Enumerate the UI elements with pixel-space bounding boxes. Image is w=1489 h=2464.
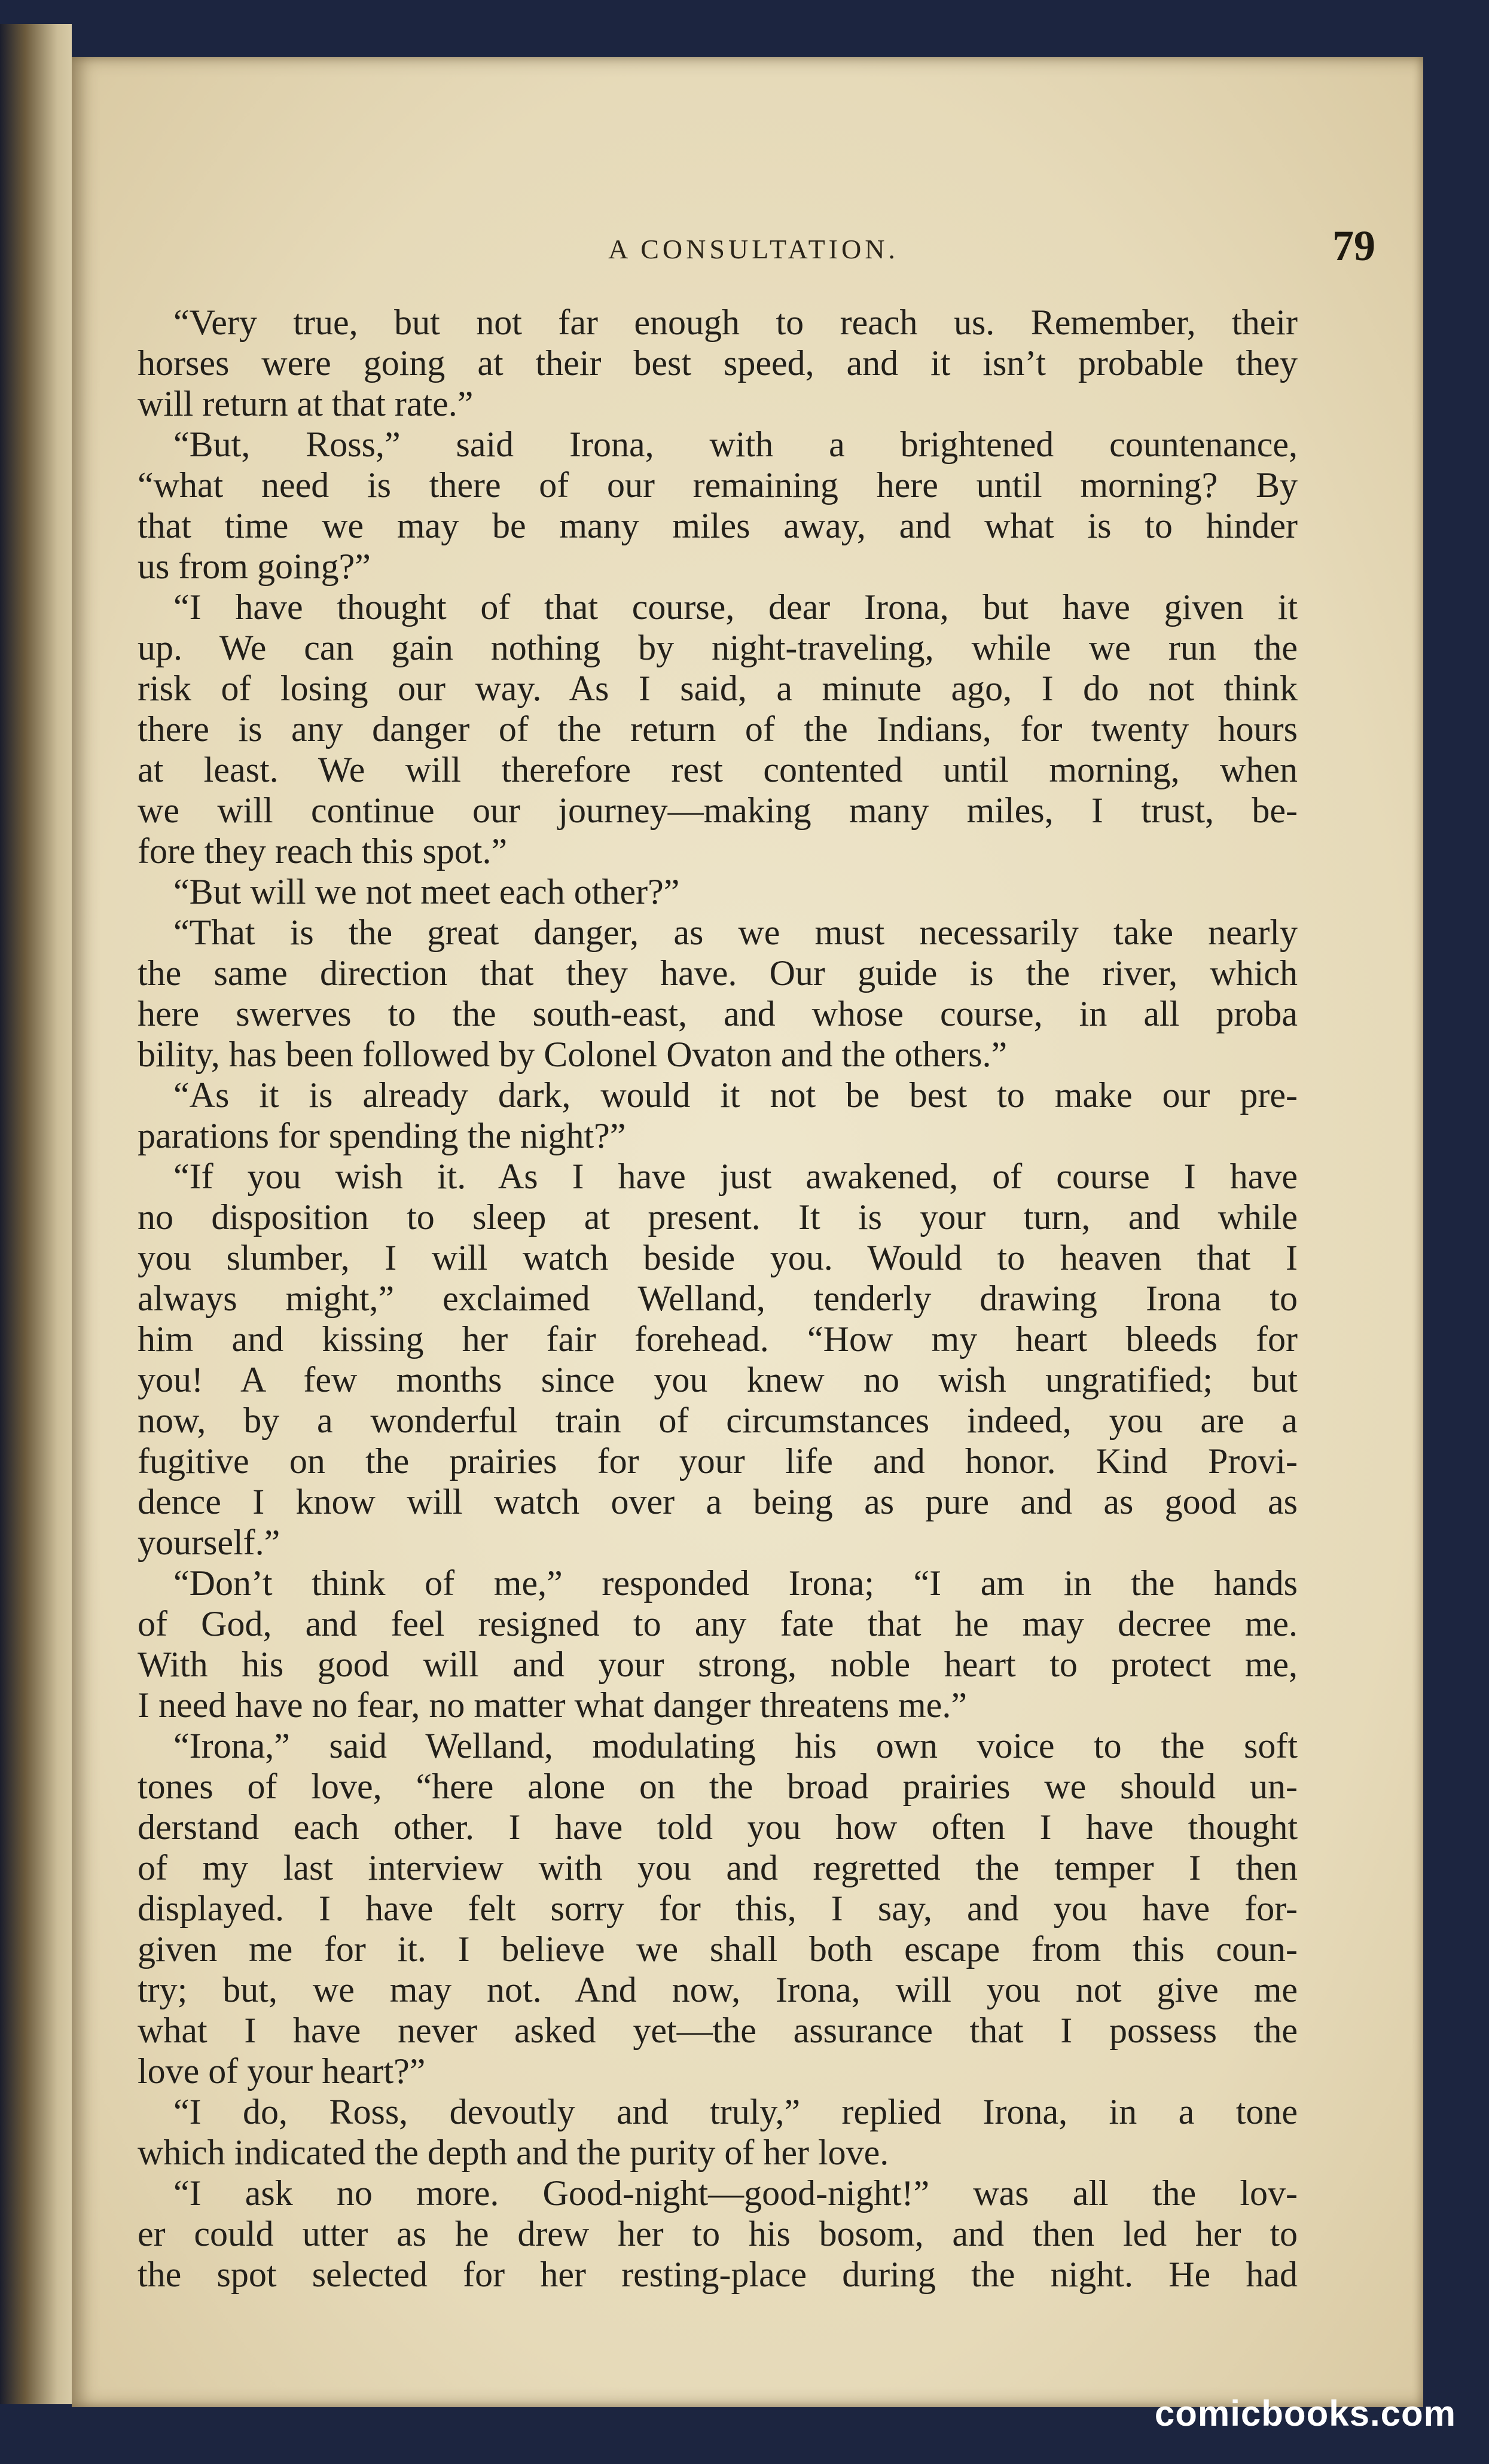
- text-line: there is any danger of the return of the Indians, for twenty hours: [138, 709, 1298, 749]
- text-line: here swerves to the south-east, and whose course, in all proba: [138, 994, 1298, 1033]
- text-line: “But will we not meet each other?”: [173, 872, 680, 911]
- text-line: given me for it. I believe we shall both escape from this coun-: [138, 1929, 1298, 1969]
- text-line: that time we may be many miles away, and what is to hinder: [138, 506, 1298, 545]
- text-line: bility, has been followed by Colonel Ovaton and the others.”: [138, 1035, 1008, 1074]
- text-line: With his good will and your strong, noble heart to protect me,: [138, 1645, 1298, 1684]
- body-text: [138, 302, 1298, 2323]
- text-line: “As it is already dark, would it not be best to make our pre-: [173, 1075, 1298, 1115]
- text-line: you! A few months since you knew no wish ungratified; but: [138, 1360, 1298, 1399]
- text-line: risk of losing our way. As I said, a minute ago, I do not think: [138, 669, 1298, 708]
- text-line: “I do, Ross, devoutly and truly,” replied Irona, in a tone: [173, 2092, 1298, 2131]
- page-number: 79: [1332, 222, 1375, 270]
- text-line: “I ask no more. Good-night—good-night!” was all the lov-: [173, 2173, 1298, 2213]
- text-line: derstand each other. I have told you how often I have thought: [138, 1807, 1298, 1847]
- text-line: “Don’t think of me,” responded Irona; “I am in the hands: [173, 1563, 1298, 1603]
- text-line: us from going?”: [138, 547, 371, 586]
- text-line: love of your heart?”: [138, 2051, 426, 2091]
- text-line: tones of love, “here alone on the broad prairies we should un-: [138, 1767, 1298, 1806]
- text-line: now, by a wonderful train of circumstances indeed, you are a: [138, 1401, 1298, 1440]
- text-line: always might,” exclaimed Welland, tenderly drawing Irona to: [138, 1279, 1298, 1318]
- text-line: of God, and feel resigned to any fate that he may decree me.: [138, 1604, 1298, 1643]
- text-line: you slumber, I will watch beside you. Would to heaven that I: [138, 1238, 1298, 1277]
- text-line: “But, Ross,” said Irona, with a brightened countenance,: [173, 425, 1298, 464]
- text-line: the spot selected for her resting-place during the night. He had: [138, 2255, 1298, 2294]
- watermark-logo: comicbooks.com: [1154, 2393, 1456, 2433]
- text-line: we will continue our journey—making many miles, I trust, be-: [138, 791, 1298, 830]
- text-line: “That is the great danger, as we must necessarily take nearly: [173, 913, 1298, 952]
- book-spine: [0, 24, 72, 2404]
- text-line: horses were going at their best speed, and it isn’t probable they: [138, 343, 1298, 383]
- text-line: “I have thought of that course, dear Irona, but have given it: [173, 587, 1298, 627]
- text-line: up. We can gain nothing by night-traveling, while we run the: [138, 628, 1298, 667]
- text-line: which indicated the depth and the purity of her love.: [138, 2133, 889, 2172]
- text-line: fore they reach this spot.”: [138, 831, 508, 871]
- text-line: him and kissing her fair forehead. “How my heart bleeds for: [138, 1319, 1298, 1359]
- text-line: dence I know will watch over a being as pure and as good as: [138, 1482, 1298, 1521]
- text-line: what I have never asked yet—the assurance that I possess the: [138, 2011, 1298, 2050]
- text-line: er could utter as he drew her to his bosom, and then led her to: [138, 2214, 1298, 2253]
- text-line: of my last interview with you and regretted the temper I then: [138, 1848, 1298, 1887]
- text-line: parations for spending the night?”: [138, 1116, 626, 1155]
- running-head: A CONSULTATION.: [608, 234, 899, 264]
- text-line: yourself.”: [138, 1523, 280, 1562]
- page-header: [132, 221, 1375, 287]
- text-line: I need have no fear, no matter what danger threatens me.”: [138, 1685, 967, 1725]
- text-line: “Irona,” said Welland, modulating his own voice to the soft: [173, 1726, 1298, 1765]
- text-line: “Very true, but not far enough to reach us. Remember, their: [173, 303, 1298, 342]
- text-line: try; but, we may not. And now, Irona, will you not give me: [138, 1970, 1298, 2009]
- text-line: will return at that rate.”: [138, 384, 474, 423]
- text-line: at least. We will therefore rest contented until morning, when: [138, 750, 1298, 789]
- text-line: “If you wish it. As I have just awakened, of course I have: [173, 1157, 1298, 1196]
- text-line: “what need is there of our remaining here until morning? By: [138, 465, 1298, 505]
- text-line: no disposition to sleep at present. It is your turn, and while: [138, 1197, 1298, 1237]
- text-line: the same direction that they have. Our guide is the river, which: [138, 953, 1298, 993]
- text-line: fugitive on the prairies for your life and honor. Kind Provi-: [138, 1441, 1298, 1481]
- text-line: displayed. I have felt sorry for this, I say, and you have for-: [138, 1889, 1298, 1928]
